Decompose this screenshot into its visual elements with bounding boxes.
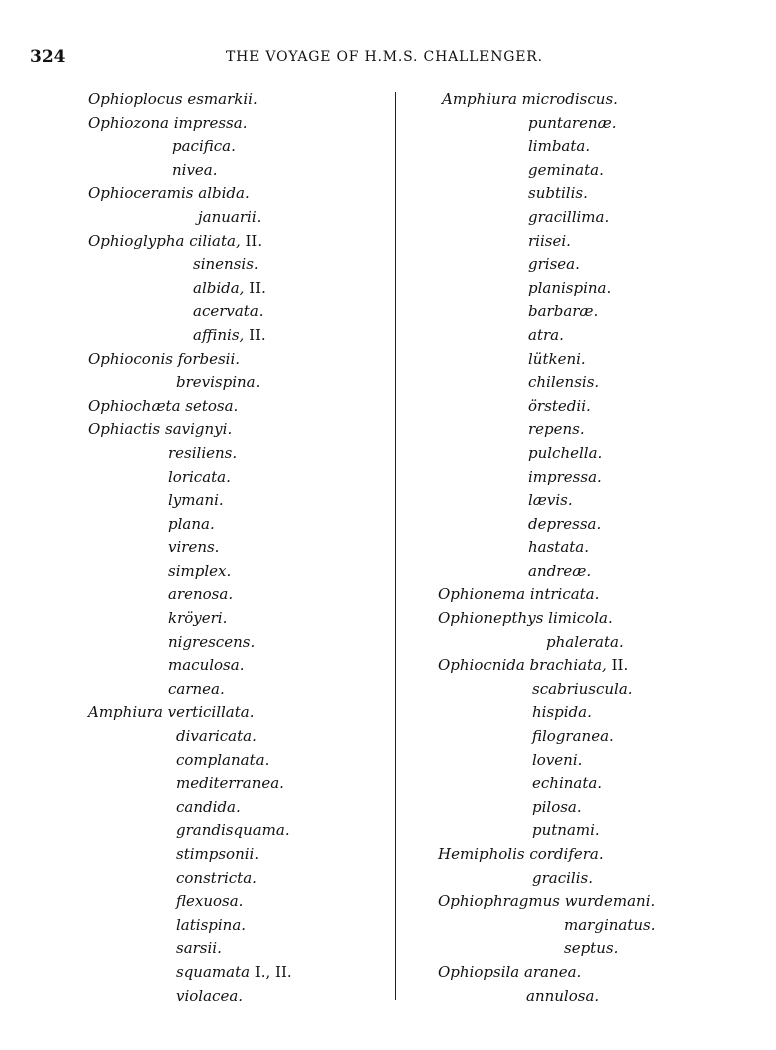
species-name: hispida. xyxy=(532,703,592,722)
species-name: januarii. xyxy=(198,207,262,226)
species-entry xyxy=(438,300,656,324)
species-entry xyxy=(438,513,656,537)
species-entry xyxy=(88,135,292,159)
part-reference: I., II. xyxy=(250,962,292,981)
species-name: Ophiozona impressa. xyxy=(88,113,248,132)
species-entry xyxy=(88,843,292,867)
species-entry xyxy=(438,159,656,183)
running-title: THE VOYAGE OF H.M.S. CHALLENGER. xyxy=(226,49,543,65)
species-entry xyxy=(88,772,292,796)
species-entry xyxy=(438,890,656,914)
species-name: geminata. xyxy=(528,160,604,179)
species-entry xyxy=(438,607,656,631)
species-name: arenosa. xyxy=(168,585,234,604)
species-name: albida, xyxy=(193,278,245,297)
species-entry xyxy=(438,182,656,206)
species-entry xyxy=(88,112,292,136)
part-reference: II. xyxy=(606,656,629,675)
species-entry xyxy=(88,536,292,560)
species-name: andreæ. xyxy=(528,561,592,580)
species-name: riisei. xyxy=(528,231,571,250)
species-entry xyxy=(438,914,656,938)
part-reference: II. xyxy=(244,325,266,344)
species-name: gracilis. xyxy=(532,868,593,887)
species-entry xyxy=(438,253,656,277)
species-entry xyxy=(438,324,656,348)
species-entry xyxy=(88,253,292,277)
species-name: puntarenæ. xyxy=(528,113,617,132)
column-divider xyxy=(395,92,396,1000)
species-entry xyxy=(438,418,656,442)
species-entry xyxy=(88,182,292,206)
species-entry xyxy=(438,843,656,867)
species-entry xyxy=(438,348,656,372)
species-name: sinensis. xyxy=(193,255,259,274)
species-entry xyxy=(88,796,292,820)
species-name: resiliens. xyxy=(168,443,238,462)
species-entry xyxy=(88,867,292,891)
species-entry xyxy=(88,749,292,773)
species-name: Ophioconis forbesii. xyxy=(88,349,241,368)
species-name: flexuosa. xyxy=(176,892,244,911)
species-entry xyxy=(438,678,656,702)
species-name: virens. xyxy=(168,538,220,557)
species-name: lymani. xyxy=(168,491,224,510)
species-name: pilosa. xyxy=(532,797,582,816)
species-entry xyxy=(438,560,656,584)
species-entry xyxy=(438,395,656,419)
species-name: simplex. xyxy=(168,561,232,580)
species-entry xyxy=(88,159,292,183)
species-name: marginatus. xyxy=(564,915,656,934)
species-entry xyxy=(88,560,292,584)
species-name: plana. xyxy=(168,514,215,533)
species-entry xyxy=(88,914,292,938)
species-name: atra. xyxy=(528,325,564,344)
species-entry xyxy=(88,583,292,607)
species-entry xyxy=(438,135,656,159)
species-entry xyxy=(88,466,292,490)
species-entry xyxy=(88,819,292,843)
species-entry xyxy=(88,324,292,348)
species-name: depressa. xyxy=(528,514,602,533)
species-entry xyxy=(438,961,656,985)
species-entry xyxy=(88,230,292,254)
species-entry xyxy=(438,654,656,678)
species-entry xyxy=(88,678,292,702)
species-entry xyxy=(88,631,292,655)
species-entry xyxy=(88,985,292,1009)
species-entry xyxy=(438,536,656,560)
species-entry xyxy=(88,701,292,725)
species-name: Ophioceramis albida. xyxy=(88,184,250,203)
species-name: Ophiochæta setosa. xyxy=(88,396,239,415)
species-name: complanata. xyxy=(176,750,270,769)
species-name: nivea. xyxy=(172,160,218,179)
species-name: subtilis. xyxy=(528,184,588,203)
species-name: violacea. xyxy=(176,986,244,1005)
species-name: loricata. xyxy=(168,467,231,486)
species-name: constricta. xyxy=(176,868,257,887)
species-name: limbata. xyxy=(528,137,591,156)
species-name: repens. xyxy=(528,420,585,439)
species-name: annulosa. xyxy=(526,986,600,1005)
species-name: impressa. xyxy=(528,467,602,486)
species-name: Hemipholis cordifera. xyxy=(438,845,604,863)
species-name: carnea. xyxy=(168,679,225,698)
species-entry xyxy=(88,489,292,513)
species-name: affinis, xyxy=(193,325,245,344)
species-name: lütkeni. xyxy=(528,349,586,368)
species-name: örstedii. xyxy=(528,396,591,415)
species-entry xyxy=(438,583,656,607)
left-species-column xyxy=(88,88,292,1008)
species-name: brevispina. xyxy=(176,373,261,392)
species-entry xyxy=(438,985,656,1009)
species-entry xyxy=(438,772,656,796)
species-name: acervata. xyxy=(193,302,264,321)
species-name: Ophiophragmus wurdemani. xyxy=(438,892,656,911)
species-name: divaricata. xyxy=(176,727,257,746)
species-name: pacifica. xyxy=(172,137,236,156)
species-entry xyxy=(438,206,656,230)
species-name: mediterranea. xyxy=(176,774,284,793)
page-number: 324 xyxy=(30,47,66,67)
species-entry xyxy=(438,725,656,749)
species-entry xyxy=(88,890,292,914)
species-entry xyxy=(438,88,656,112)
species-name: Ophioplocus esmarkii. xyxy=(88,90,258,108)
species-name: loveni. xyxy=(532,750,583,769)
species-entry xyxy=(88,513,292,537)
species-name: septus. xyxy=(564,939,619,958)
species-name: planispina. xyxy=(528,278,612,297)
species-name: grandisquama. xyxy=(176,821,290,840)
species-entry xyxy=(88,937,292,961)
species-entry xyxy=(88,395,292,419)
species-entry xyxy=(438,749,656,773)
species-entry xyxy=(438,466,656,490)
species-entry xyxy=(438,230,656,254)
species-entry xyxy=(88,88,292,112)
species-name: chilensis. xyxy=(528,373,600,392)
species-entry xyxy=(438,489,656,513)
species-entry xyxy=(438,796,656,820)
species-name: hastata. xyxy=(528,538,590,557)
species-entry xyxy=(438,371,656,395)
species-name: filogranea. xyxy=(532,727,614,746)
species-name: squamata xyxy=(176,962,251,981)
species-entry xyxy=(438,701,656,725)
species-name: pulchella. xyxy=(528,443,603,462)
species-entry xyxy=(88,300,292,324)
species-entry xyxy=(438,819,656,843)
species-entry xyxy=(438,442,656,466)
species-name: grisea. xyxy=(528,255,580,274)
right-species-column xyxy=(438,88,656,1008)
species-name: Ophiactis savignyi. xyxy=(88,420,233,439)
species-entry xyxy=(438,937,656,961)
species-name: barbaræ. xyxy=(528,302,599,321)
species-entry xyxy=(438,631,656,655)
species-entry xyxy=(88,277,292,301)
part-reference: II. xyxy=(244,278,266,297)
part-reference: II. xyxy=(240,231,263,250)
species-entry xyxy=(88,961,292,985)
species-entry xyxy=(438,277,656,301)
species-entry xyxy=(88,206,292,230)
species-name: Ophiocnida brachiata, xyxy=(438,656,607,675)
species-name: Ophionepthys limicola. xyxy=(438,609,613,628)
species-entry xyxy=(88,607,292,631)
species-entry xyxy=(438,867,656,891)
species-name: stimpsonii. xyxy=(176,845,260,863)
species-name: maculosa. xyxy=(168,656,245,675)
species-entry xyxy=(88,725,292,749)
species-name: sarsii. xyxy=(176,939,222,958)
species-name: gracillima. xyxy=(528,207,610,226)
species-name: candida. xyxy=(176,797,241,816)
species-entry xyxy=(88,654,292,678)
species-entry xyxy=(88,442,292,466)
species-name: kröyeri. xyxy=(168,609,228,628)
species-name: phalerata. xyxy=(546,632,624,651)
species-name: Amphiura microdiscus. xyxy=(442,90,618,108)
species-name: Amphiura verticillata. xyxy=(88,703,255,722)
species-entry xyxy=(88,371,292,395)
species-entry xyxy=(88,418,292,442)
species-entry xyxy=(438,112,656,136)
species-name: Ophionema intricata. xyxy=(438,585,600,604)
species-entry xyxy=(88,348,292,372)
species-name: echinata. xyxy=(532,774,603,793)
species-name: latispina. xyxy=(176,915,247,934)
species-name: nigrescens. xyxy=(168,632,256,651)
species-name: scabriuscula. xyxy=(532,679,633,698)
species-name: Ophioglypha ciliata, xyxy=(88,231,241,250)
species-name: Ophiopsila aranea. xyxy=(438,962,582,981)
species-name: putnami. xyxy=(532,821,600,840)
species-name: lævis. xyxy=(528,491,573,510)
